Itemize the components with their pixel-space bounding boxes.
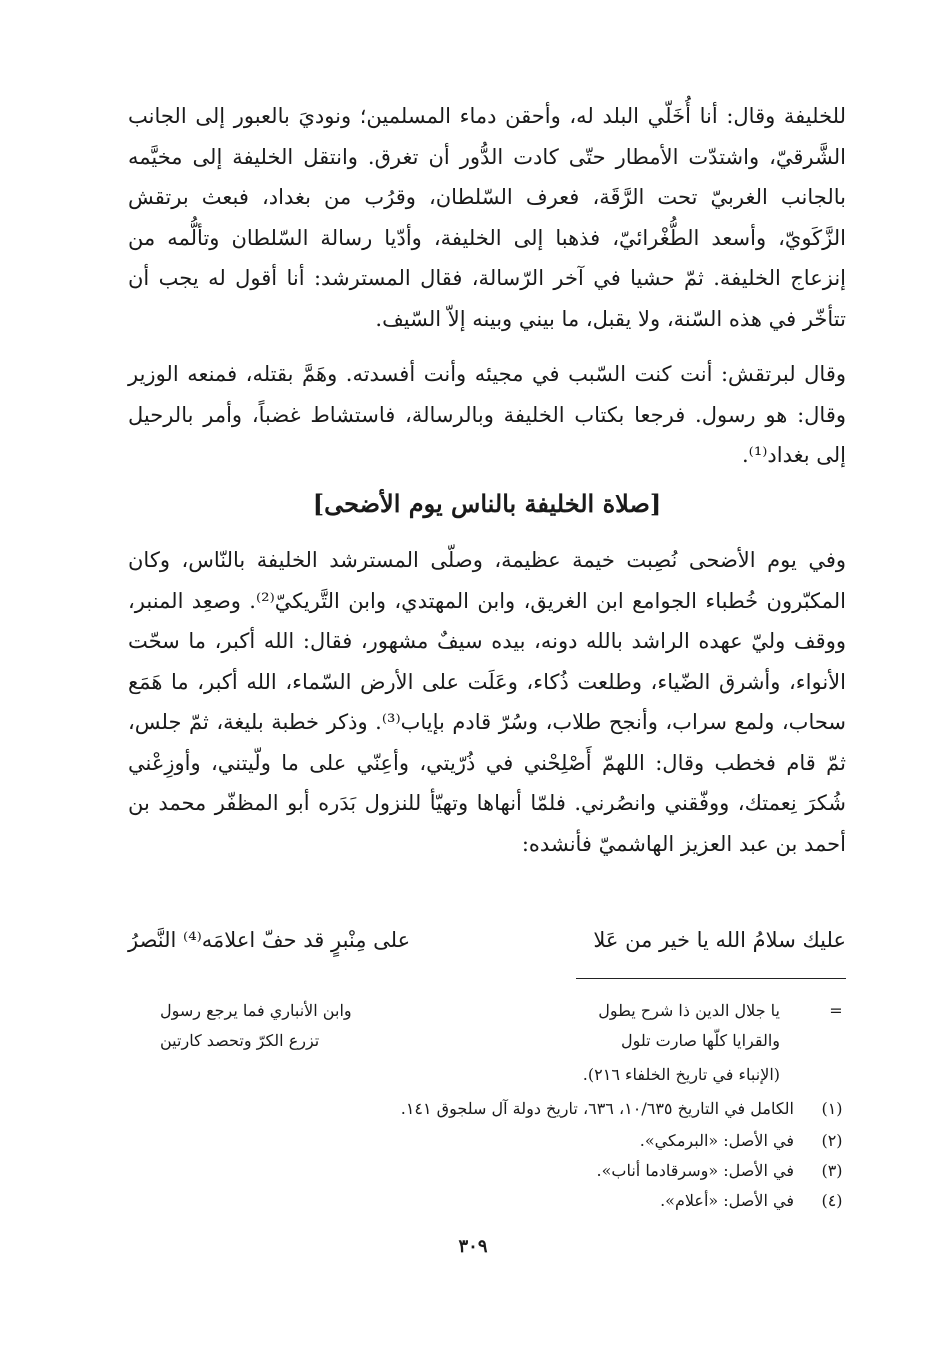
paragraph-text: للخليفة وقال: أنا أُخَلّي البلد له، وأحقن دماء المسلمين؛ ونوديَ بالعبور إلى الجانب الشَّرقيّ، واشتدّت الأمطار حتّى كادت الدُّور أن تغرق. وانتقل الخليفة إلى مخيَّمه بالجانب الغربيّ تحت الرَّقَة، فعرف السّلطان، وقرُب من بغداد، فبعث برتقش الزَّكَويّ، وأسعد الطُّغْرائيّ، فذهبا إلى الخليفة، وأدّيا رسالة السّلطان وتألُّمه من إنزعاج الخليفة. ثمّ حشيا في آخر الرّسالة، فقال المسترشد: أنا أقول له يجب أن تتأخّر في هذه السّنة، ولا يقبل، ما بيني وبينه إلاّ السّيف. — [128, 104, 846, 331]
footnote-verse-row — [160, 1026, 780, 1055]
body-paragraph-1 — [128, 96, 846, 339]
footnote-text: في الأصل: «وسرقادما أناب». — [596, 1161, 794, 1180]
footnote-continuation-marker: = — [829, 1001, 843, 1020]
footnote-item — [128, 1156, 846, 1185]
footnote-number: (١) — [821, 1099, 843, 1118]
footnote-item — [128, 1186, 846, 1215]
footnote-separator — [576, 978, 846, 979]
footnote-number: (٤) — [821, 1191, 843, 1210]
footnote-item — [128, 1126, 846, 1155]
footnote-text: الكامل في التاريخ ١٠/٦٣٥، ٦٣٦، تاريخ دولة آل سلجوق ١٤١. — [400, 1099, 794, 1118]
paragraph-text: وفي يوم الأضحى نُصِبت خيمة عظيمة، وصلّى المسترشد الخليفة بالنّاس، وكان المكبّرون خُطباء الجوامع ابن الغريق، وابن المهتدي، وابن التَّريكيّ⁽²⁾. وصعِد المنبر، ووقف وليّ عهده الراشد بالله دونه، بيده سيفٌ مشهور، فقال: الله أكبر، ما سحّت الأنواء، وأشرق الضّياء، وطلعت ذُكاء، وعَلَت على الأرض السّماء، الله أكبر، ما هَمَع سحاب، ولمع سراب، وأنجح طلاب، وسُرّ قادم بإياب⁽³⁾. وذكر خطبة بليغة، ثمّ جلس، ثمّ قام فخطب وقال: اللهمّ أَصْلِحْني في ذُرّيتي، وأعِنّي على ما ولّيتني، وأوزِعْني شُكرَ نِعمتك، ووفّقني وانصُرني. فلمّا أنهاها وتهيّأ للنزول بَدَره أبو المظفّر محمد بن أحمد بن عبد العزيز الهاشميّ فأنشده: — [128, 548, 847, 856]
footnote-number: (٢) — [821, 1131, 843, 1150]
poem-hemistich-first: عليك سلامُ الله يا خير من عَلا — [593, 928, 846, 952]
footnote-item — [128, 1094, 846, 1123]
page-number: ٣٠٩ — [458, 1236, 488, 1257]
footnote-verse-hemistich: تزرع الكرّ وتحصد كارتين — [160, 1031, 320, 1050]
poem-verse — [128, 920, 846, 960]
footnote-number: (٣) — [821, 1161, 843, 1180]
body-paragraph-2 — [128, 354, 846, 476]
footnote-text: في الأصل: «البرمكي». — [639, 1131, 794, 1150]
footnote-source: (الإنباء في تاريخ الخلفاء ٢١٦). — [582, 1065, 780, 1084]
section-heading: [صلاة الخليفة بالناس يوم الأضحى] — [312, 489, 662, 518]
poem-hemistich-second: على مِنْبرٍ قد حفّ اعلامَه⁽⁴⁾ النَّصرُ — [128, 928, 411, 952]
footnote-verse-hemistich: يا جلال الدين ذا شرح يطول — [598, 1001, 780, 1020]
body-paragraph-3 — [128, 540, 846, 864]
footnote-verse-hemistich: وابن الأنباري فما يرجع رسول — [160, 1001, 352, 1020]
footnote-text: في الأصل: «أعلام». — [660, 1191, 794, 1210]
paragraph-text: وقال لبرتقش: أنت كنت السّبب في مجيئه وأنت أفسدته. وهَمَّ بقتله، فمنعه الوزير وقال: هو رسول. فرجعا بكتاب الخليفة وبالرسالة، فاستشاط غضباً، وأمر بالرحيل إلى بغداد⁽¹⁾. — [128, 362, 846, 467]
footnote-verse-row — [160, 996, 780, 1025]
footnote-verse-hemistich: والقرايا كلّها صارت تلول — [620, 1031, 780, 1050]
